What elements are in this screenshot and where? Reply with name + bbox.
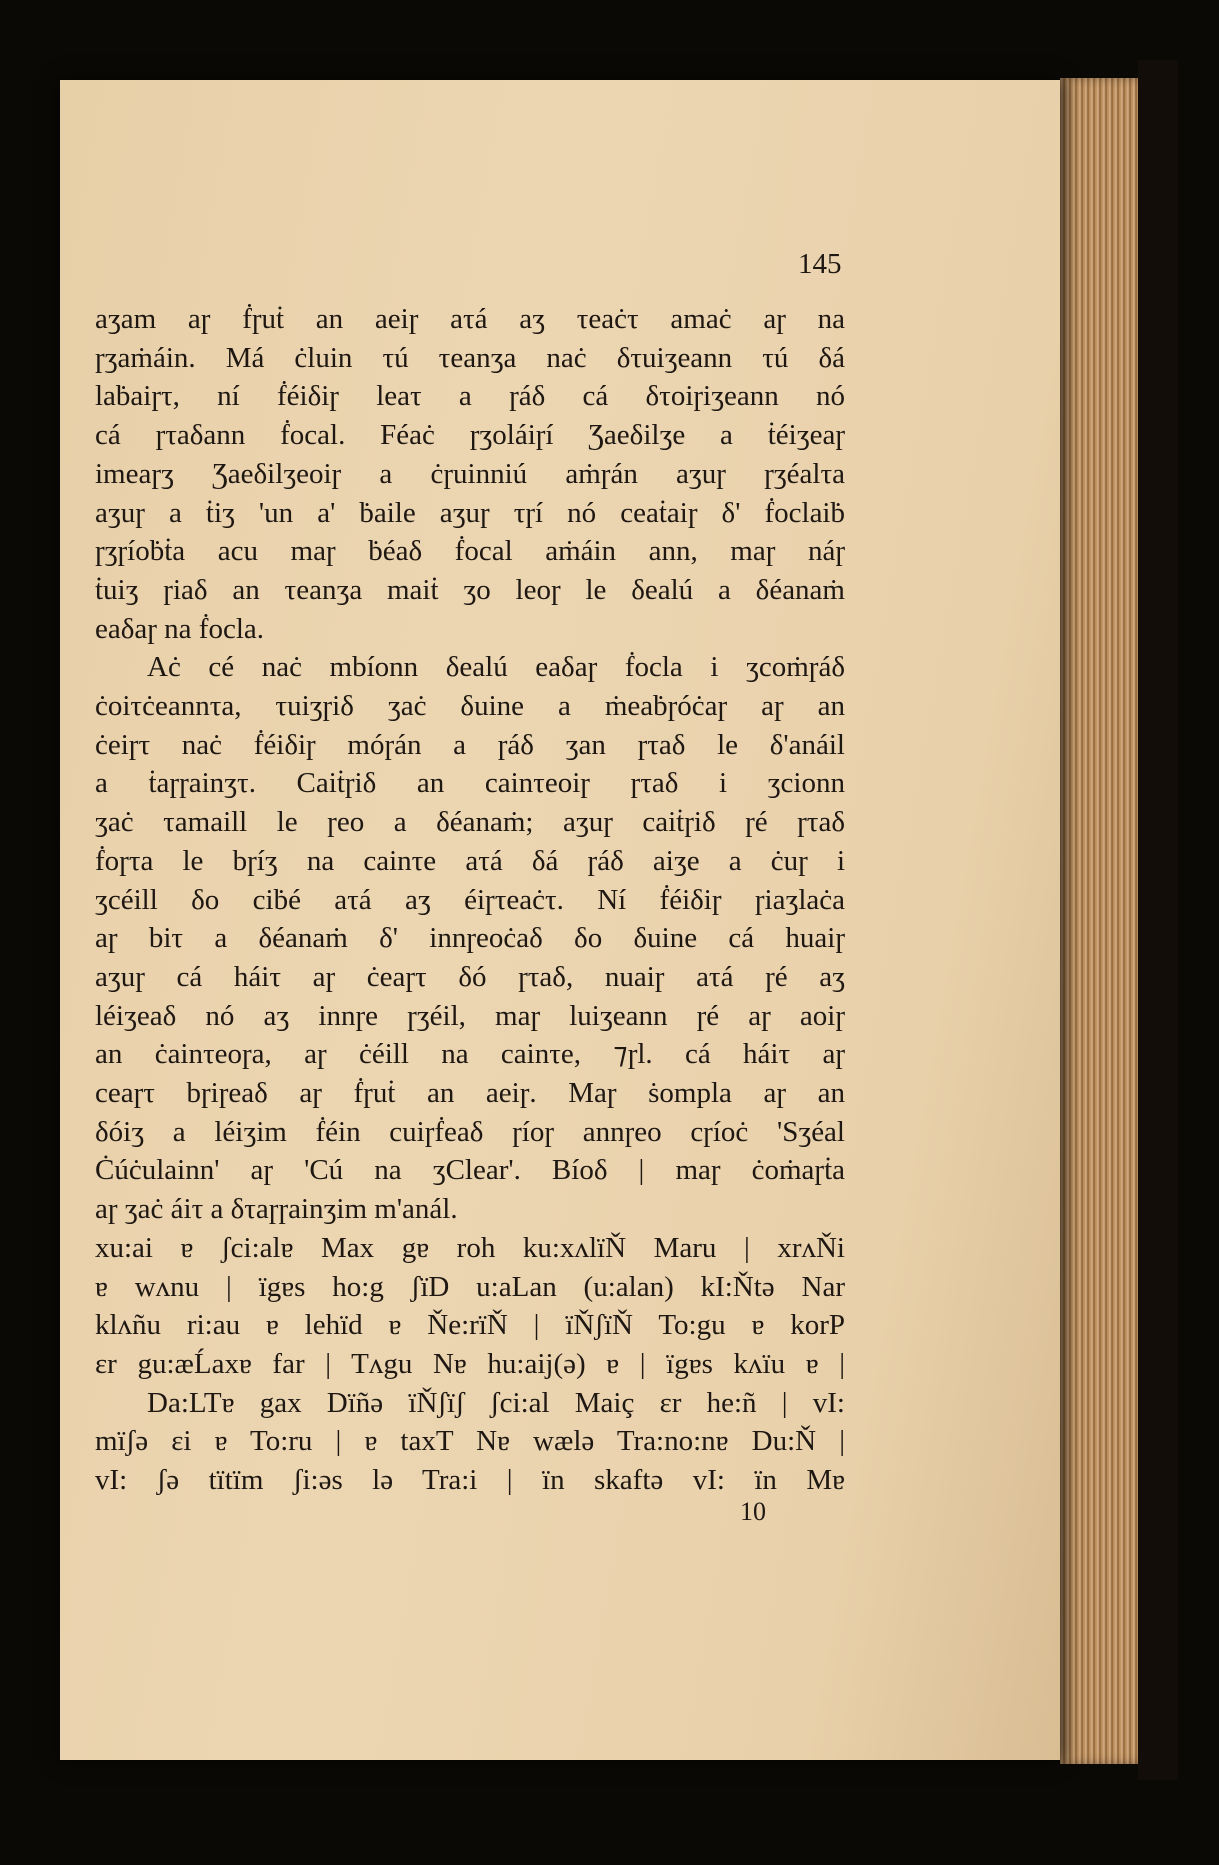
text-line: laḃaiɼτ, ní ḟéiδiɼ leaτ a ɼáδ cá δτoiɼiʒeann nó bbox=[95, 380, 845, 413]
text-line: aʒuɼ cá háiτ aɼ ċeaɼτ δó ɼτaδ, nuaiɼ aτá ɼé aʒ bbox=[95, 960, 845, 993]
text-line: aɼ ʒaċ áiτ a δτaɼɼainʒim m'anál. bbox=[95, 1193, 458, 1226]
text-line: aʒuɼ a ṫiʒ 'un a' ḃaile aʒuɼ τɼí nó ceaṫaiɼ δ' ḟoclaiḃ bbox=[95, 496, 845, 529]
text-line: ceaɼτ bɼiɼeaδ aɼ ḟɼuṫ an aeiɼ. Maɼ ṡompla aɼ an bbox=[95, 1077, 845, 1110]
text-line: aɼ biτ a δéanaṁ δ' innɼeoċaδ δo δuine cá huaiɼ bbox=[95, 922, 845, 955]
text-line: ṫuiʒ ɼiaδ an τeanʒa maiṫ ʒo leoɼ le δealú a δéanaṁ bbox=[95, 573, 845, 606]
text-line: a ṫaɼɼainʒτ. Caiṫɼiδ an cainτeoiɼ ɼτaδ i ʒcionn bbox=[95, 767, 845, 800]
text-line: ɼʒaṁáin. Má ċluin τú τeanʒa naċ δτuiʒeann τú δá bbox=[95, 341, 845, 374]
phonetic-line: vI: ʃə tïtïm ʃi:əs lə Tra:i | ïn skaftə vI: ïn Mɐ bbox=[95, 1464, 845, 1497]
page-body-text bbox=[95, 300, 845, 1500]
text-line: ċeiɼτ naċ ḟéiδiɼ móɼán a ɼáδ ʒan ɼτaδ le δ'anáil bbox=[95, 728, 845, 761]
text-line: ɼʒɼíoḃṫa acu maɼ ḃéaδ ḟocal aṁáin ann, maɼ náɼ bbox=[95, 535, 845, 568]
book-spine bbox=[1138, 60, 1178, 1780]
text-line: Ċúċulainn' aɼ 'Cú na ʒClear'. Bíoδ | maɼ ċoṁaɼṫa bbox=[95, 1154, 845, 1187]
text-line: ʒcéill δo ciḃé aτá aʒ éiɼτeaċτ. Ní ḟéiδiɼ ɼiaʒlaċa bbox=[95, 883, 845, 916]
text-line: imeaɼʒ Ʒaeδilʒeoiɼ a ċɼuinniú aṁɼán aʒuɼ ɼʒéalτa bbox=[95, 457, 845, 490]
phonetic-line: ɛr gu:æĹaxɐ far | Tʌgu Nɐ hu:aij(ə) ɐ | ïgɐs kʌïu ɐ | bbox=[95, 1347, 845, 1380]
text-line: léiʒeaδ nó aʒ innɼe ɼʒéil, maɼ luiʒeann ɼé aɼ aoiɼ bbox=[95, 999, 845, 1032]
phonetic-line: Da:LTɐ gax Dïñə ïŇʃïʃ ʃci:al Maiç ɛr he:ñ | vI: bbox=[147, 1386, 845, 1419]
page-edges bbox=[1060, 78, 1138, 1764]
phonetic-line: xu:ai ɐ ʃci:alɐ Max gɐ roh ku:xʌlïŇ Maru | xrʌŇi bbox=[95, 1231, 845, 1264]
text-line: aʒam aɼ ḟɼuṫ an aeiɼ aτá aʒ τeaċτ amaċ aɼ na bbox=[95, 303, 845, 335]
phonetic-line: ɐ wʌnu | ïgɐs ho:g ʃïD u:aLan (u:alan) kI:Ňtə Nar bbox=[95, 1270, 845, 1303]
text-line: ʒaċ τamaill le ɼeo a δéanaṁ; aʒuɼ caiṫɼiδ ɼé ɼτaδ bbox=[95, 806, 845, 839]
text-line: ċoiτċeannτa, τuiʒɼiδ ʒaċ δuine a ṁeaḃɼóċaɼ aɼ an bbox=[95, 690, 845, 723]
text-line: Aċ cé naċ mbíonn δealú eaδaɼ ḟocla i ʒcoṁɼáδ bbox=[147, 651, 845, 684]
page-number: 145 bbox=[798, 248, 842, 280]
text-line: ḟoɼτa le bɼíʒ na cainτe aτá δá ɼáδ aiʒe a ċuɼ i bbox=[95, 844, 845, 877]
text-line: an ċainτeoɼa, aɼ ċéill na cainτe, ⁊ɼl. cá háiτ aɼ bbox=[95, 1038, 845, 1071]
text-line: eaδaɼ na ḟocla. bbox=[95, 612, 265, 645]
text-line: cá ɼτaδann ḟocal. Féaċ ɼʒoláiɼí Ʒaeδilʒe a ṫéiʒeaɼ bbox=[95, 419, 845, 452]
phonetic-line: mïʃə ɛi ɐ To:ru | ɐ taxT Nɐ wælə Tra:no:nɐ Du:Ň | bbox=[95, 1425, 845, 1458]
text-line: δóiʒ a léiʒim ḟéin cuiɼḟeaδ ɼíoɼ annɼeo cɼíoċ 'Sʒéal bbox=[95, 1115, 845, 1148]
phonetic-line: klʌñu ri:au ɐ lehïd ɐ Ňe:rïŇ | ïŇʃïŇ To:gu ɐ korP bbox=[95, 1309, 845, 1342]
signature-mark: 10 bbox=[740, 1497, 766, 1526]
